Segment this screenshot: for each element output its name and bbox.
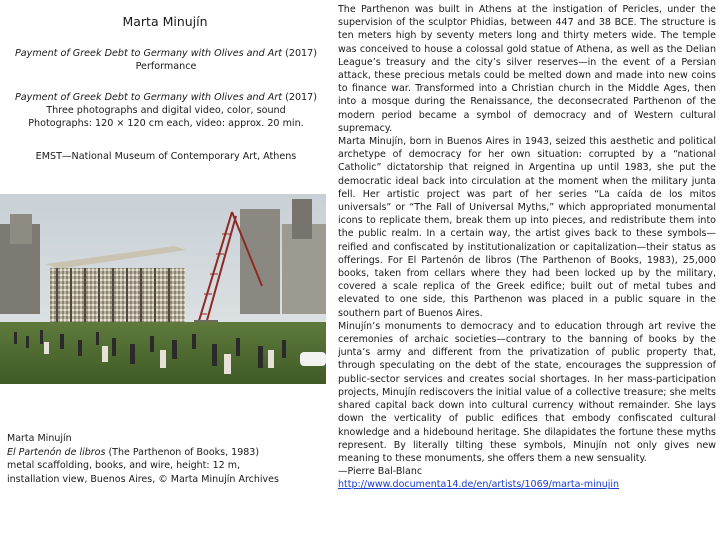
artwork-caption-photographs <box>8 91 324 131</box>
left-column <box>0 0 330 540</box>
photo-caption-credit: installation view, Buenos Aires, © Marta Minujín Archives <box>7 473 279 485</box>
artwork-caption-performance <box>8 47 324 73</box>
artist-title: Marta Minujín <box>122 14 208 29</box>
parthenon-of-books-photo <box>0 194 326 384</box>
essay-author: —Pierre Bal-Blanc <box>338 466 423 478</box>
artwork-title: Payment of Greek Debt to Germany with Olives and Art <box>15 48 283 59</box>
source-link[interactable]: http://www.documenta14.de/en/artists/1069/marta-minujin <box>338 479 620 491</box>
essay-paragraph: Marta Minujín, born in Buenos Aires in 1943, seized this aesthetic and political archetype of democracy for her own situation: corrupted by a “national Catholic” dictatorship that reigned in Argentina up until 1983, she put the democratic ideal back into circulation at the moment when the military junta fell. Her artistic project was part of her series “La caída de los mitos universals” or “The Fall of Universal Myths,” which appropriated monumental icons to replicate them, break them up into pieces, and redistribute them into the public realm. In a certain way, the artist gives back to these symbols—reified and confiscated by institutionalization or capitalization—their status as offerings. For El Partenón de libros (The Parthenon of Books, 1983), 25,000 books, taken from cellars where they had been locked up by the military, covered a scale replica of the Greek edifice; built out of metal tubes and elevated to one side, this Parthenon was placed in a public square in the southern part of Buenos Aires. <box>338 136 716 319</box>
artwork-year: (2017) <box>282 92 317 103</box>
artwork-dimensions: Photographs: 120 × 120 cm each, video: approx. 20 min. <box>28 118 304 130</box>
essay-paragraph: The Parthenon was built in Athens at the instigation of Pericles, under the supervision of the sculptor Phidias, between 447 and 38 BCE. The structure is ten meters high by seventy meters long and thirty meters wide. The temple was conceived to house a colossal gold statue of Athena, as well as the Delian League’s treasury and the city’s silver reserves—in the event of a Persian attack, these precious metals could be melted down and made into new coins to finance war. Transformed into a Christian church in the Middle Ages, then into a mosque during the Renaissance, the deconsecrated Parthenon of the modern period became a symbol of democracy and of Western cultural supremacy. <box>338 4 716 134</box>
essay-paragraph: Minujín’s monuments to democracy and to education through art revive the ceremonies of archaic societies—contrary to the banning of books by the junta’s army and different from the privatization of public property that, through speculating on the debt of the state, encourages the suppression of public-sector services and creates social shortages. In her mass-participation projects, Minujín rediscovers the initial value of a collective treasure; she melts shared capital back down into cultural currency without remainder. She lays down the verticality of public edifices that embody confiscated cultural knowledge and a hidebound heritage. She dilapidates the fortune these myths represent. By literally tilting these symbols, Minujín not only gives new meaning to these monuments, she offers them a new sensuality. <box>338 320 716 464</box>
artwork-year: (2017) <box>282 48 317 59</box>
photo-caption-materials: metal scaffolding, books, and wire, height: 12 m, <box>7 460 240 472</box>
photo-caption-title: El Partenón de libros <box>7 446 106 458</box>
photo-caption-translation: (The Parthenon of Books, 1983) <box>105 446 260 458</box>
artwork-medium: Performance <box>135 61 197 73</box>
photo-caption-artist: Marta Minujín <box>7 433 72 444</box>
museum-credit: EMST—National Museum of Contemporary Art, Athens <box>35 151 297 162</box>
artwork-medium: Three photographs and digital video, color, sound <box>46 105 286 117</box>
artwork-title: Payment of Greek Debt to Germany with Olives and Art <box>15 92 283 103</box>
essay-text <box>338 3 716 538</box>
photo-caption <box>7 432 325 486</box>
